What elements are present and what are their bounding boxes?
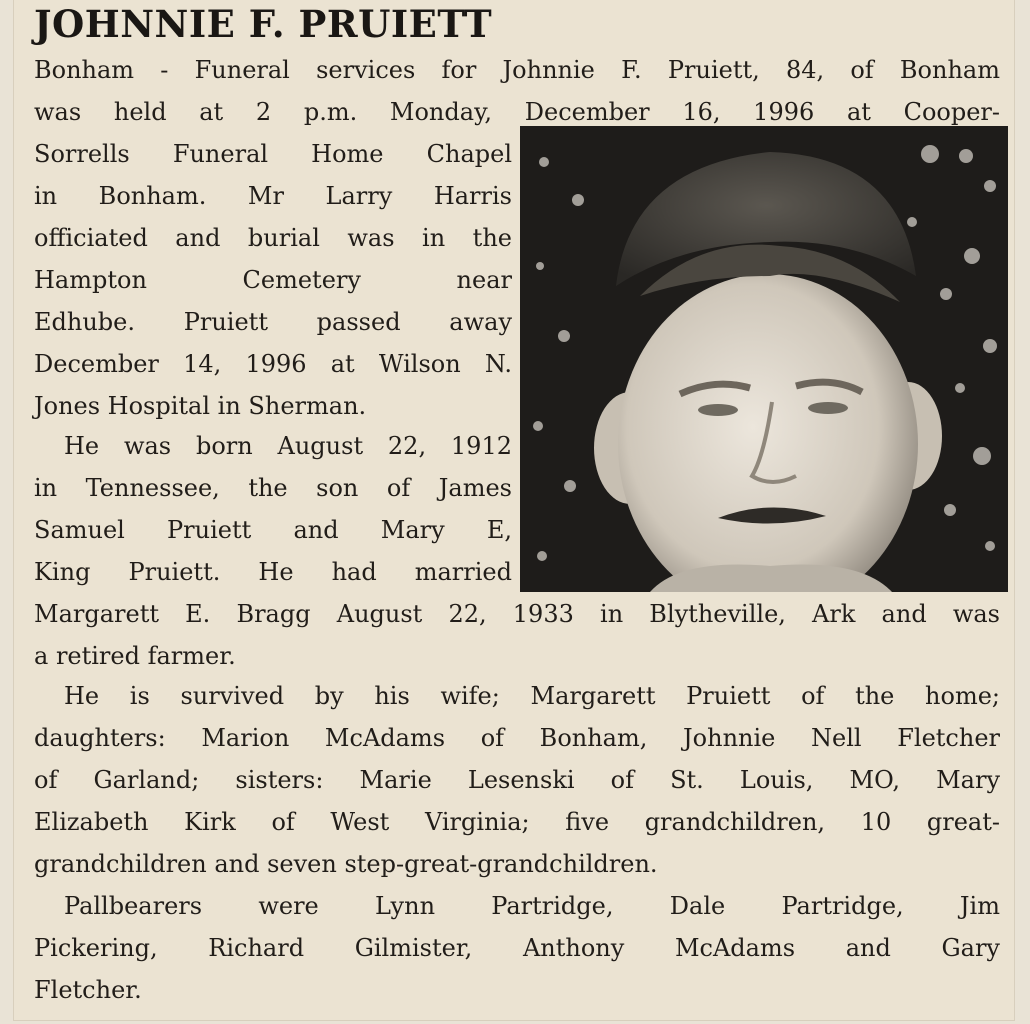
body-line: Edhube. Pruiett passed away xyxy=(34,308,512,336)
body-line: Samuel Pruiett and Mary E, xyxy=(34,516,512,544)
body-line: Pallbearers were Lynn Partridge, Dale Partridge, Jim xyxy=(64,892,1000,920)
body-line: Hampton Cemetery near xyxy=(34,266,512,294)
newspaper-clipping xyxy=(14,0,1014,1020)
body-line: Sorrells Funeral Home Chapel xyxy=(34,140,512,168)
body-line: Bonham - Funeral services for Johnnie F. Pruiett, 84, of Bonham xyxy=(34,56,1000,84)
body-line: of Garland; sisters: Marie Lesenski of St. Louis, MO, Mary xyxy=(34,766,1000,794)
body-line: He is survived by his wife; Margarett Pruiett of the home; xyxy=(64,682,1000,710)
body-line: officiated and burial was in the xyxy=(34,224,512,252)
body-line: a retired farmer. xyxy=(34,642,236,670)
body-line: Fletcher. xyxy=(34,976,142,1004)
obituary-headline: JOHNNIE F. PRUIETT xyxy=(34,2,493,46)
body-line: daughters: Marion McAdams of Bonham, Johnnie Nell Fletcher xyxy=(34,724,1000,752)
body-line: Margarett E. Bragg August 22, 1933 in Blytheville, Ark and was xyxy=(34,600,1000,628)
portrait-illustration xyxy=(520,126,1008,592)
body-line: King Pruiett. He had married xyxy=(34,558,512,586)
body-line: December 14, 1996 at Wilson N. xyxy=(34,350,512,378)
body-line: Pickering, Richard Gilmister, Anthony McAdams and Gary xyxy=(34,934,1000,962)
body-line: in Tennessee, the son of James xyxy=(34,474,512,502)
body-line: was held at 2 p.m. Monday, December 16, 1996 at Cooper- xyxy=(34,98,1000,126)
portrait-photo xyxy=(520,126,1008,592)
body-line: grandchildren and seven step-great-grandchildren. xyxy=(34,850,658,878)
body-line: Elizabeth Kirk of West Virginia; five grandchildren, 10 great- xyxy=(34,808,1000,836)
body-line: in Bonham. Mr Larry Harris xyxy=(34,182,512,210)
body-line: He was born August 22, 1912 xyxy=(64,432,512,460)
body-line: Jones Hospital in Sherman. xyxy=(34,392,367,420)
